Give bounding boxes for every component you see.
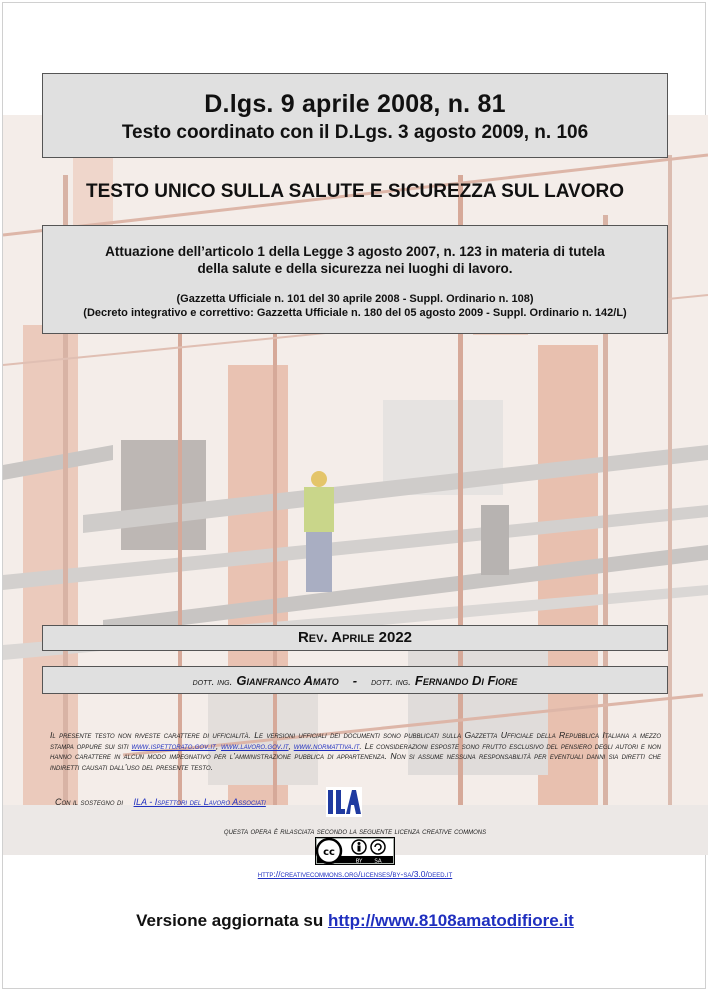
link-lavoro[interactable]: www.lavoro.gov.it [221,740,289,751]
document-main-title: TESTO UNICO SULLA SALUTE E SICUREZZA SUL LAVORO [85,181,624,202]
decree-subtitle: Testo coordinato con il D.Lgs. 3 agosto 2009, n. 106 [121,122,589,143]
disclaimer-part-1: Il presente testo non riveste carattere di ufficialità. Le versioni ufficiali dei documenti sono pubblicati sulla Gazzetta Ufficiale della Repubblica Italiana a mezzo stampa oppure sui siti [50,730,661,751]
title-box [42,73,668,158]
link-ispettorato[interactable]: www.ispettorato.gov.it [131,740,216,751]
updated-version-line [0,911,710,931]
description-line-1: Attuazione dell’articolo 1 della Legge 3 agosto 2007, n. 123 in materia di tutela [105,244,605,259]
author-1-prefix: dott. ing. [192,677,233,688]
gazzetta-reference-1: (Gazzetta Ufficiale n. 101 del 30 aprile 2008 - Suppl. Ordinario n. 108) [176,293,534,305]
disclaimer-sep-1: , [215,740,222,751]
updated-version-label: Versione aggiornata su [136,911,328,930]
gazzetta-reference-2: (Decreto integrativo e correttivo: Gazzetta Ufficiale n. 180 del 05 agosto 2009 - Suppl. Ordinario n. 142/L) [83,307,627,319]
support-label: Con il sostegno di [55,797,124,807]
authors-separator: - [352,673,358,688]
license-url-link[interactable]: http://creativecommons.org/licenses/by-sa/3.0/deed.it [257,869,453,879]
support-line [55,797,266,807]
website-link[interactable]: http://www.8108amatodifiore.it [327,911,574,930]
link-normattiva[interactable]: www.normattiva.it [293,740,360,751]
cc-by-sa-badge-icon[interactable] [315,837,395,865]
author-1-name: Gianfranco Amato [236,673,339,688]
authors-line [43,667,667,696]
description-box [42,225,668,334]
cc-badge-sa: SA [374,858,382,865]
license-url-line [0,869,710,879]
disclaimer-text [50,730,661,772]
decree-title: D.lgs. 9 aprile 2008, n. 81 [204,90,506,118]
author-2-name: Fernando Di Fiore [414,673,518,688]
disclaimer-part-2: . Le considerazioni esposte sono frutto esclusivo del pensiero degli autori e non hanno carattere in alcun modo impegnativo per l’amministrazione pubblica di appartenenza. Non si assume nessuna responsabilità per eventuali danni sia diretti che indiretti causati dall’uso del presente testo. [50,740,661,772]
authors-box [42,666,668,694]
revision-box [42,625,668,651]
revision-label: Rev. Aprile 2022 [297,629,413,646]
ila-link[interactable]: ILA - Ispettori del Lavoro Associati [133,797,266,807]
author-2-prefix: dott. ing. [371,677,411,688]
cc-badge-cc: cc [323,847,335,858]
description-line-2: della salute e della sicurezza nei luoghi di lavoro. [197,261,513,276]
cc-badge-by: BY [355,858,363,865]
ila-logo-icon[interactable] [326,787,362,817]
disclaimer-sep-2: , [288,740,294,751]
license-text: questa opera è rilasciata secondo la seguente licenza creative commons [223,826,487,836]
